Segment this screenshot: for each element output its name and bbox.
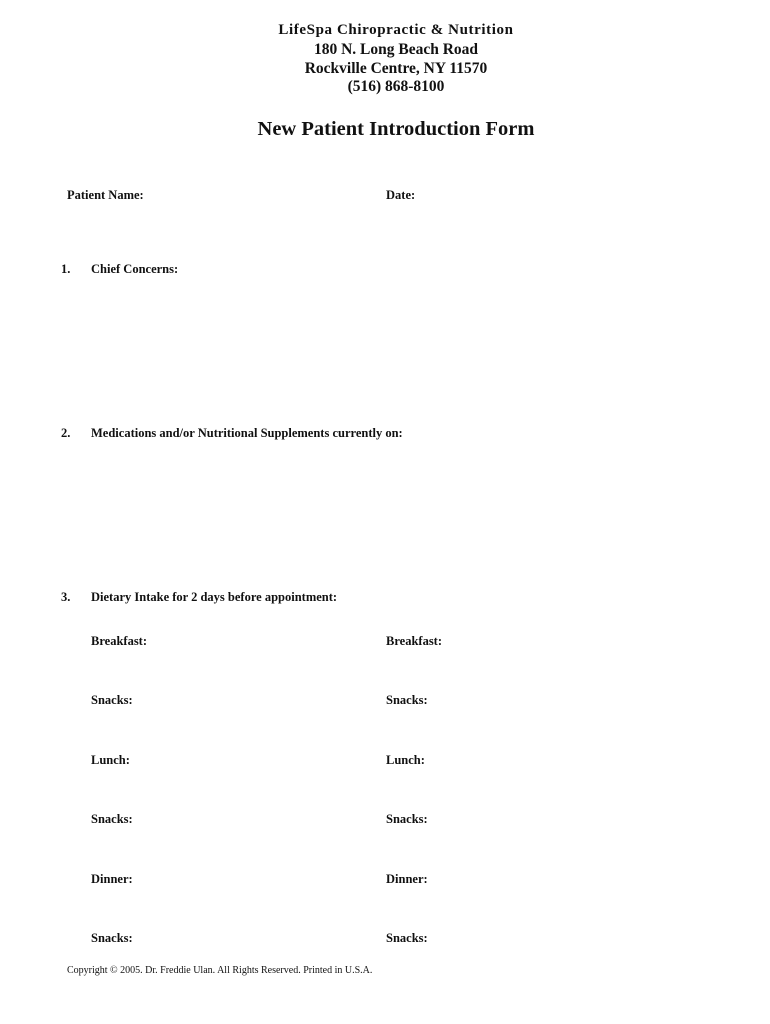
- day2-dinner-label: Dinner:: [386, 872, 428, 886]
- patient-name-label: Patient Name:: [67, 188, 144, 202]
- day1-snacks-1-label: Snacks:: [91, 693, 133, 707]
- day1-snacks-3-label: Snacks:: [91, 931, 133, 945]
- day2-lunch-label: Lunch:: [386, 753, 425, 767]
- day1-dinner-label: Dinner:: [91, 872, 133, 886]
- day2-snacks-1-label: Snacks:: [386, 693, 428, 707]
- section-3-number: 3.: [61, 590, 71, 604]
- day1-lunch-label: Lunch:: [91, 753, 130, 767]
- day2-breakfast-label: Breakfast:: [386, 634, 443, 648]
- practice-name: LifeSpa Chiropractic & Nutrition: [278, 22, 514, 38]
- day1-breakfast-label: Breakfast:: [91, 634, 148, 648]
- phone-number: (516) 868-8100: [347, 78, 445, 95]
- date-label: Date:: [386, 188, 416, 202]
- copyright-notice: Copyright © 2005. Dr. Freddie Ulan. All Rights Reserved. Printed in U.S.A.: [67, 965, 373, 976]
- section-1-number: 1.: [61, 262, 71, 276]
- section-1-title: Chief Concerns:: [91, 262, 179, 276]
- day2-snacks-3-label: Snacks:: [386, 931, 428, 945]
- day2-snacks-2-label: Snacks:: [386, 812, 428, 826]
- address-city: Rockville Centre, NY 11570: [304, 60, 488, 77]
- section-2-title: Medications and/or Nutritional Supplements currently on:: [91, 426, 403, 440]
- form-title: New Patient Introduction Form: [257, 118, 535, 140]
- day1-snacks-2-label: Snacks:: [91, 812, 133, 826]
- section-3-title: Dietary Intake for 2 days before appointment:: [91, 590, 338, 604]
- section-2-number: 2.: [61, 426, 71, 440]
- address-street: 180 N. Long Beach Road: [313, 41, 479, 58]
